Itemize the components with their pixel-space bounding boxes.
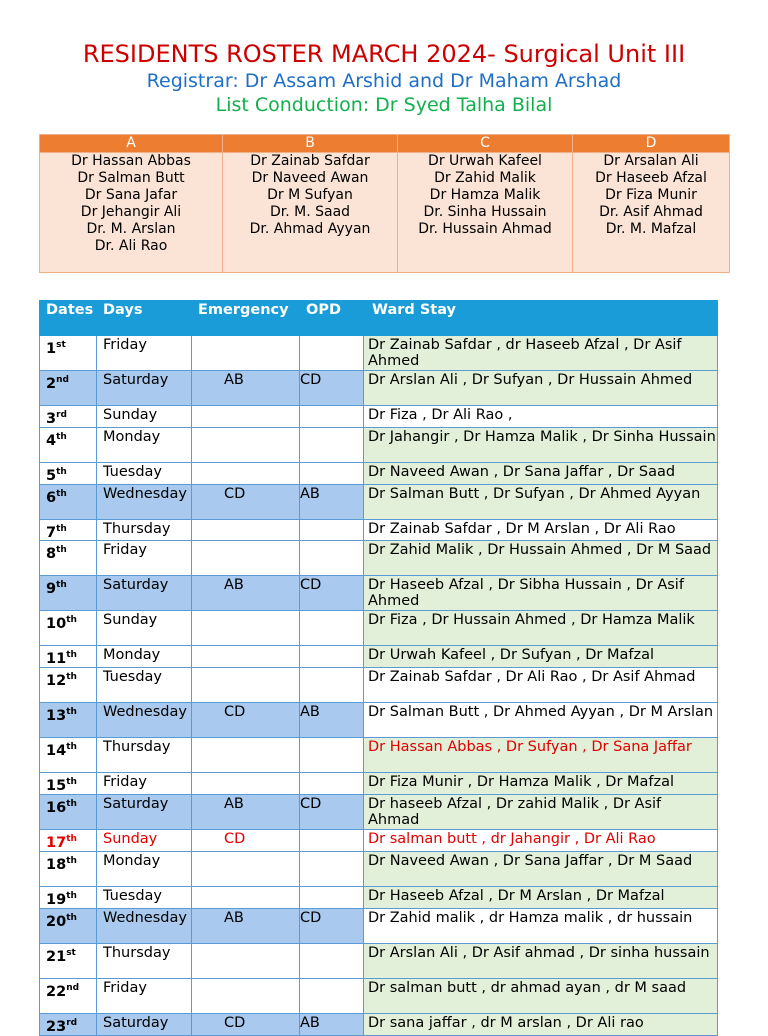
date-suffix: th	[66, 890, 77, 901]
day-cell: Sunday	[97, 406, 192, 428]
member-name: Dr Salman Butt	[77, 170, 185, 186]
table-row	[40, 462, 718, 484]
day-cell: Saturday	[97, 795, 192, 830]
date-cell	[40, 886, 97, 908]
opd-cell	[300, 646, 364, 668]
day-cell: Wednesday	[97, 908, 192, 943]
day-cell: Friday	[97, 978, 192, 1013]
date-suffix: th	[66, 834, 77, 845]
opd-group: CD	[300, 577, 322, 594]
date-number: 21	[46, 948, 67, 965]
date-suffix: th	[56, 488, 67, 499]
member-name: Dr Sana Jafar	[84, 187, 178, 203]
date-cell	[40, 336, 97, 371]
table-row	[40, 851, 718, 886]
ward-stay-cell: Dr Arslan Ali , Dr Sufyan , Dr Hussain Ahmed	[364, 371, 718, 406]
opd-cell	[300, 795, 364, 830]
date-suffix: th	[66, 672, 77, 683]
date-cell	[40, 576, 97, 611]
date-number: 6	[46, 489, 57, 506]
ward-stay-cell: Dr Fiza , Dr Hussain Ahmed , Dr Hamza Malik	[364, 611, 718, 646]
emergency-cell	[192, 851, 300, 886]
day-cell: Friday	[97, 773, 192, 795]
ward-stay-cell: Dr Zahid Malik , Dr Hussain Ahmed , Dr M Saad	[364, 541, 718, 576]
group-a-members	[40, 153, 223, 273]
day-cell: Sunday	[97, 611, 192, 646]
member-name: Dr. Ali Rao	[94, 238, 168, 254]
member-name: Dr Haseeb Afzal	[595, 170, 707, 186]
table-row	[40, 943, 718, 978]
header-dates: Dates	[40, 301, 97, 336]
date-cell	[40, 519, 97, 541]
date-suffix: th	[66, 615, 77, 626]
date-number: 11	[46, 651, 67, 668]
group-header-a: A	[40, 135, 223, 153]
day-cell: Tuesday	[97, 668, 192, 703]
header-opd: OPD	[300, 301, 364, 336]
day-cell: Thursday	[97, 943, 192, 978]
member-name: Dr Hassan Abbas	[71, 153, 191, 169]
date-suffix: th	[66, 742, 77, 753]
member-name: Dr Zainab Safdar	[250, 153, 370, 169]
day-cell: Thursday	[97, 519, 192, 541]
table-row	[40, 830, 718, 852]
date-number: 19	[46, 891, 67, 908]
day-cell: Sunday	[97, 830, 192, 852]
day-cell: Wednesday	[97, 484, 192, 519]
opd-cell	[300, 611, 364, 646]
table-row	[40, 484, 718, 519]
table-row	[40, 646, 718, 668]
day-cell: Wednesday	[97, 703, 192, 738]
emergency-cell	[192, 738, 300, 773]
member-name: Dr Arsalan Ali	[603, 153, 699, 169]
date-suffix: rd	[66, 1017, 78, 1028]
date-number: 8	[46, 546, 57, 563]
table-row	[40, 703, 718, 738]
group-c-members	[398, 153, 573, 273]
emergency-cell	[192, 427, 300, 462]
ward-stay-cell: Dr Zainab Safdar , dr Haseeb Afzal , Dr Asif Ahmed	[364, 336, 718, 371]
emergency-cell	[192, 576, 300, 611]
day-cell: Thursday	[97, 738, 192, 773]
table-row	[40, 576, 718, 611]
page-title: RESIDENTS ROSTER MARCH 2024- Surgical Unit III	[82, 40, 686, 68]
table-row	[40, 908, 718, 943]
emergency-cell	[192, 519, 300, 541]
day-cell: Friday	[97, 541, 192, 576]
opd-cell	[300, 908, 364, 943]
opd-cell	[300, 484, 364, 519]
member-name: Dr Hamza Malik	[429, 187, 541, 203]
ward-stay-cell: Dr Zainab Safdar , Dr Ali Rao , Dr Asif Ahmad	[364, 668, 718, 703]
date-cell	[40, 908, 97, 943]
table-row	[40, 886, 718, 908]
emergency-cell	[192, 336, 300, 371]
opd-cell	[300, 773, 364, 795]
date-suffix: st	[66, 947, 76, 958]
emergency-group: CD	[224, 1014, 246, 1031]
ward-stay-cell: Dr Haseeb Afzal , Dr M Arslan , Dr Mafzal	[364, 886, 718, 908]
date-suffix: th	[66, 799, 77, 810]
emergency-group: AB	[224, 372, 244, 388]
emergency-group: AB	[224, 577, 244, 594]
list-conduction-line: List Conduction: Dr Syed Talha Bilal	[215, 94, 553, 116]
date-cell	[40, 371, 97, 406]
opd-group: AB	[300, 1014, 320, 1031]
date-cell	[40, 978, 97, 1013]
date-cell	[40, 773, 97, 795]
date-suffix: th	[56, 545, 67, 556]
date-suffix: th	[56, 431, 67, 442]
ward-stay-cell: Dr Jahangir , Dr Hamza Malik , Dr Sinha Hussain	[364, 427, 718, 462]
day-cell: Monday	[97, 427, 192, 462]
emergency-cell	[192, 611, 300, 646]
registrar-line: Registrar: Dr Assam Arshid and Dr Maham Arshad	[146, 70, 622, 92]
day-cell: Tuesday	[97, 462, 192, 484]
opd-group: AB	[300, 704, 320, 721]
ward-stay-cell: Dr Urwah Kafeel , Dr Sufyan , Dr Mafzal	[364, 646, 718, 668]
opd-cell	[300, 943, 364, 978]
member-name: Dr. Hussain Ahmad	[418, 221, 552, 237]
date-number: 23	[46, 1018, 67, 1035]
date-cell	[40, 462, 97, 484]
group-d-members	[573, 153, 730, 273]
table-row	[40, 541, 718, 576]
table-row	[40, 406, 718, 428]
table-row	[40, 795, 718, 830]
header-emergency: Emergency	[192, 301, 300, 336]
header-days: Days	[97, 301, 192, 336]
table-row	[40, 519, 718, 541]
day-cell: Friday	[97, 336, 192, 371]
table-row	[40, 978, 718, 1013]
opd-cell	[300, 427, 364, 462]
date-number: 9	[46, 581, 57, 598]
member-name: Dr. M. Saad	[269, 204, 351, 220]
date-cell	[40, 851, 97, 886]
emergency-cell	[192, 462, 300, 484]
date-suffix: nd	[56, 375, 69, 385]
date-number: 14	[46, 743, 67, 760]
date-suffix: nd	[66, 982, 80, 993]
date-number: 17	[46, 834, 67, 851]
date-cell	[40, 830, 97, 852]
day-cell: Saturday	[97, 576, 192, 611]
emergency-cell	[192, 1013, 300, 1035]
opd-cell	[300, 371, 364, 406]
day-cell: Monday	[97, 646, 192, 668]
ward-stay-cell: Dr Naveed Awan , Dr Sana Jaffar , Dr Saad	[364, 462, 718, 484]
ward-stay-cell: Dr sana jaffar , dr M arslan , Dr Ali rao	[364, 1013, 718, 1035]
ward-stay-cell: Dr Fiza , Dr Ali Rao ,	[364, 406, 718, 428]
date-cell	[40, 541, 97, 576]
member-name: Dr. M. Arslan	[86, 221, 176, 237]
ward-stay-cell: Dr Arslan Ali , Dr Asif ahmad , Dr sinha hussain	[364, 943, 718, 978]
emergency-cell	[192, 371, 300, 406]
ward-stay-cell: Dr salman butt , dr Jahangir , Dr Ali Rao	[364, 830, 718, 852]
opd-cell	[300, 668, 364, 703]
date-suffix: th	[56, 580, 67, 591]
member-name: Dr Naveed Awan	[251, 170, 369, 186]
opd-cell	[300, 1013, 364, 1035]
date-cell	[40, 668, 97, 703]
date-number: 22	[46, 983, 67, 1000]
date-suffix: th	[66, 912, 77, 923]
ward-stay-cell: Dr Hassan Abbas , Dr Sufyan , Dr Sana Jaffar	[364, 738, 718, 773]
emergency-group: CD	[224, 831, 246, 848]
date-cell	[40, 703, 97, 738]
date-number: 18	[46, 856, 67, 873]
emergency-group: AB	[224, 909, 244, 926]
opd-group: CD	[300, 372, 322, 388]
table-row	[40, 336, 718, 371]
date-suffix: th	[56, 523, 67, 534]
emergency-cell	[192, 703, 300, 738]
date-number: 7	[46, 524, 57, 541]
group-header-b: B	[223, 135, 398, 153]
member-name: Dr Urwah Kafeel	[428, 153, 542, 169]
member-name: Dr. M. Mafzal	[605, 221, 697, 237]
day-cell: Tuesday	[97, 886, 192, 908]
emergency-cell	[192, 830, 300, 852]
date-cell	[40, 611, 97, 646]
member-name: Dr. Asif Ahmad	[599, 204, 703, 220]
ward-stay-cell: Dr Naveed Awan , Dr Sana Jaffar , Dr M Saad	[364, 851, 718, 886]
date-cell	[40, 646, 97, 668]
day-cell: Monday	[97, 851, 192, 886]
opd-cell	[300, 541, 364, 576]
groups-table	[39, 134, 730, 273]
table-row	[40, 738, 718, 773]
member-name: Dr. Ahmad Ayyan	[249, 221, 371, 237]
date-suffix: th	[66, 777, 77, 788]
date-cell	[40, 406, 97, 428]
opd-cell	[300, 851, 364, 886]
opd-cell	[300, 519, 364, 541]
date-cell	[40, 738, 97, 773]
date-number: 15	[46, 778, 67, 795]
opd-cell	[300, 886, 364, 908]
emergency-cell	[192, 646, 300, 668]
member-name: Dr M Sufyan	[267, 187, 353, 203]
emergency-cell	[192, 668, 300, 703]
ward-stay-cell: Dr Salman Butt , Dr Ahmed Ayyan , Dr M Arslan	[364, 703, 718, 738]
opd-group: AB	[300, 485, 320, 502]
date-suffix: th	[56, 466, 67, 477]
table-row	[40, 773, 718, 795]
opd-cell	[300, 738, 364, 773]
opd-group: CD	[300, 909, 322, 926]
date-suffix: th	[66, 707, 77, 718]
emergency-group: CD	[224, 485, 246, 502]
header-ward-stay: Ward Stay	[364, 301, 718, 336]
date-suffix: th	[66, 650, 77, 661]
date-number: 16	[46, 799, 67, 816]
ward-stay-cell: Dr Fiza Munir , Dr Hamza Malik , Dr Mafzal	[364, 773, 718, 795]
emergency-cell	[192, 773, 300, 795]
table-row	[40, 611, 718, 646]
emergency-cell	[192, 541, 300, 576]
opd-cell	[300, 576, 364, 611]
emergency-cell	[192, 484, 300, 519]
member-name: Dr Jehangir Ali	[80, 204, 182, 220]
group-header-d: D	[573, 135, 730, 153]
ward-stay-cell: Dr Zahid malik , dr Hamza malik , dr hussain	[364, 908, 718, 943]
date-number: 1	[46, 340, 57, 357]
opd-cell	[300, 703, 364, 738]
opd-cell	[300, 462, 364, 484]
opd-cell	[300, 978, 364, 1013]
emergency-group: AB	[224, 796, 244, 813]
date-suffix: st	[56, 340, 66, 350]
date-number: 13	[46, 708, 67, 725]
group-b-members	[223, 153, 398, 273]
date-number: 20	[46, 913, 67, 930]
table-row	[40, 427, 718, 462]
date-cell	[40, 484, 97, 519]
table-row	[40, 668, 718, 703]
date-number: 3	[46, 410, 57, 427]
member-name: Dr Zahid Malik	[434, 170, 536, 186]
table-row	[40, 371, 718, 406]
ward-stay-cell: Dr salman butt , dr ahmad ayan , dr M saad	[364, 978, 718, 1013]
ward-stay-cell: Dr Haseeb Afzal , Dr Sibha Hussain , Dr Asif Ahmed	[364, 576, 718, 611]
date-number: 2	[46, 375, 57, 392]
ward-stay-cell: Dr haseeb Afzal , Dr zahid Malik , Dr Asif Ahmad	[364, 795, 718, 830]
date-suffix: th	[66, 855, 77, 866]
day-cell: Saturday	[97, 371, 192, 406]
date-number: 4	[46, 432, 57, 449]
member-name: Dr. Sinha Hussain	[423, 204, 547, 220]
date-cell	[40, 795, 97, 830]
roster-table	[39, 300, 718, 1036]
emergency-group: CD	[224, 704, 246, 721]
opd-cell	[300, 830, 364, 852]
ward-stay-cell: Dr Salman Butt , Dr Sufyan , Dr Ahmed Ayyan	[364, 484, 718, 519]
date-cell	[40, 943, 97, 978]
table-row	[40, 1013, 718, 1035]
group-header-c: C	[398, 135, 573, 153]
emergency-cell	[192, 795, 300, 830]
date-cell	[40, 1013, 97, 1035]
day-cell: Saturday	[97, 1013, 192, 1035]
ward-stay-cell: Dr Zainab Safdar , Dr M Arslan , Dr Ali Rao	[364, 519, 718, 541]
member-name: Dr Fiza Munir	[605, 187, 697, 203]
emergency-cell	[192, 943, 300, 978]
date-number: 10	[46, 616, 67, 633]
date-number: 12	[46, 673, 67, 690]
emergency-cell	[192, 908, 300, 943]
date-number: 5	[46, 467, 57, 484]
emergency-cell	[192, 886, 300, 908]
emergency-cell	[192, 978, 300, 1013]
opd-cell	[300, 336, 364, 371]
emergency-cell	[192, 406, 300, 428]
date-cell	[40, 427, 97, 462]
date-suffix: rd	[56, 410, 67, 420]
opd-cell	[300, 406, 364, 428]
opd-group: CD	[300, 796, 322, 813]
